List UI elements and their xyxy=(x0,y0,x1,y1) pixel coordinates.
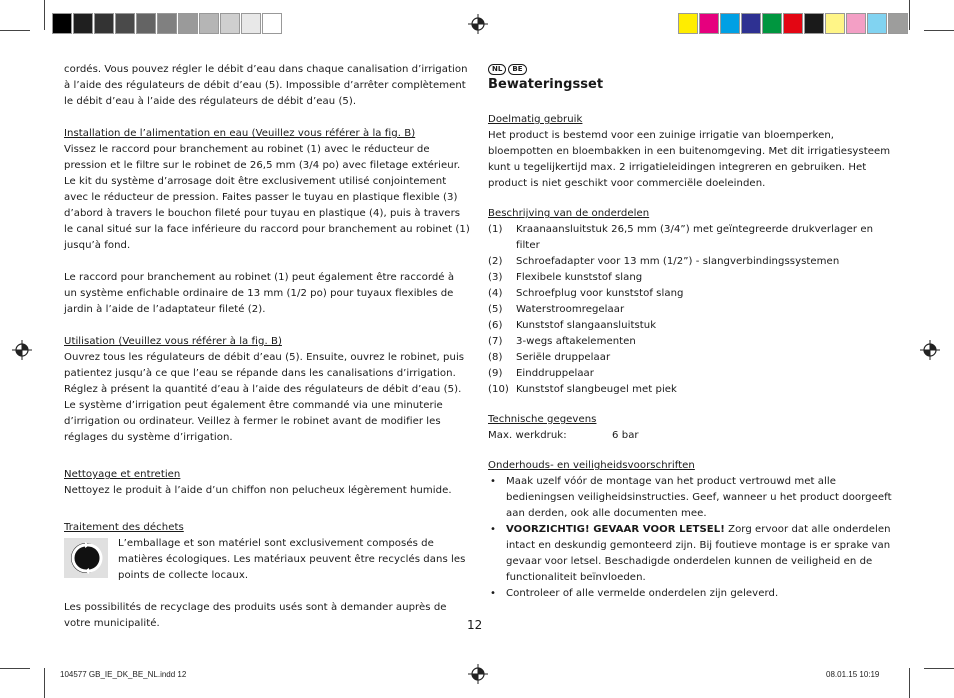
bullet: • xyxy=(490,588,497,599)
paragraph: Ouvrez tous les régulateurs de débit d’eau (5). Ensuite, ouvrez le robinet, puis patientez jusqu’à ce que l’eau se répande dans les canalisations d’irrigation. Réglez à présent la quantité d’eau à l’aide des régulateurs de débit d’eau (5). Le système d’irrigation peut également être commandé via une minuterie d’irrigation ou ordinateur. Veillez à fermer le robinet avant de modifier les réglages du système d’irrigation. xyxy=(64,352,465,443)
color-swatch xyxy=(115,13,135,34)
part-description: Seriële druppelaar xyxy=(516,352,611,363)
color-swatch xyxy=(678,13,698,34)
parts-list-item xyxy=(488,270,894,286)
part-description: Waterstroomregelaar xyxy=(516,304,625,315)
crop-mark xyxy=(44,668,45,698)
section-heading: Traitement des déchets xyxy=(64,522,184,533)
section-heading: Doelmatig gebruik xyxy=(488,114,583,125)
list-item xyxy=(488,586,894,602)
paragraph: Le raccord pour branchement au robinet (1) peut également être raccordé à un système enfichable ordinaire de 13 mm (1/2 po) pour tuyaux flexibles de jardin à l’aide de l’adaptateur fileté (2). xyxy=(64,272,455,315)
part-description: Kunststof slangaansluitstuk xyxy=(516,320,657,331)
tech-value: 6 bar xyxy=(612,430,639,441)
list-item xyxy=(488,474,894,522)
part-description: Schroefplug voor kunststof slang xyxy=(516,288,684,299)
registration-mark-icon xyxy=(12,340,32,360)
tech-label: Max. werkdruk: xyxy=(488,430,567,441)
right-column xyxy=(488,62,894,602)
bullet: • xyxy=(490,524,497,535)
color-swatch xyxy=(762,13,782,34)
registration-mark-icon xyxy=(468,664,488,684)
part-description: Einddruppelaar xyxy=(516,368,594,379)
part-number: (3) xyxy=(488,272,503,283)
color-swatch xyxy=(178,13,198,34)
bullet-text: Controleer of alle vermelde onderdelen zijn geleverd. xyxy=(506,588,779,599)
color-swatch xyxy=(199,13,219,34)
crop-mark xyxy=(909,668,910,698)
color-swatch xyxy=(262,13,282,34)
page-number: 12 xyxy=(467,618,483,632)
language-badge-be: BE xyxy=(508,64,526,75)
part-description: Kunststof slangbeugel met piek xyxy=(516,384,677,395)
color-swatch xyxy=(136,13,156,34)
bullet-text: Maak uzelf vóór de montage van het product vertrouwd met alle bedieningsen veiligheidsinstructies. Geef, wanneer u het product doorgeeft aan derden, ook alle documenten mee. xyxy=(506,476,892,519)
section-heading: Nettoyage et entretien xyxy=(64,469,181,480)
part-number: (7) xyxy=(488,336,503,347)
parts-list-item xyxy=(488,302,894,318)
color-swatch xyxy=(157,13,177,34)
parts-list-item xyxy=(488,334,894,350)
part-number: (4) xyxy=(488,288,503,299)
page-title: Bewateringsset xyxy=(488,77,604,92)
section-heading: Utilisation (Veuillez vous référer à la fig. B) xyxy=(64,336,282,347)
warning-text: VOORZICHTIG! GEVAAR VOOR LETSEL! xyxy=(506,524,725,535)
color-swatch xyxy=(52,13,72,34)
section-heading: Technische gegevens xyxy=(488,414,597,425)
color-swatch xyxy=(741,13,761,34)
parts-list-item xyxy=(488,254,894,270)
green-dot-recycling-icon xyxy=(64,538,108,578)
parts-list-item xyxy=(488,366,894,382)
crop-mark xyxy=(0,30,30,31)
crop-mark xyxy=(924,668,954,669)
part-number: (5) xyxy=(488,304,503,315)
part-number: (6) xyxy=(488,320,503,331)
parts-list xyxy=(488,222,894,398)
part-description: Flexibele kunststof slang xyxy=(516,272,643,283)
part-number: (1) xyxy=(488,224,503,235)
part-number: (2) xyxy=(488,256,503,267)
tech-row xyxy=(488,428,894,444)
crop-mark xyxy=(0,668,30,669)
color-swatch xyxy=(94,13,114,34)
paragraph: L’emballage et son matériel sont exclusivement composés de matières écologiques. Les matériaux peuvent être recyclés dans les points de collecte locaux. xyxy=(118,538,466,581)
section-heading: Onderhouds- en veiligheidsvoorschriften xyxy=(488,460,695,471)
color-swatch xyxy=(888,13,908,34)
registration-mark-icon xyxy=(920,340,940,360)
section-heading: Beschrijving van de onderdelen xyxy=(488,208,650,219)
part-number: (9) xyxy=(488,368,503,379)
paragraph: Nettoyez le produit à l’aide d’un chiffon non pelucheux légèrement humide. xyxy=(64,485,452,496)
parts-list-item xyxy=(488,382,894,398)
color-swatch xyxy=(804,13,824,34)
paragraph: cordés. Vous pouvez régler le débit d’eau dans chaque canalisation d’irrigation à l’aide des régulateurs de débit d’eau (5). Impossible d’arrêter complètement le débit d’eau à l’aide des régulateurs de débit d’eau (5). xyxy=(64,64,468,107)
footer-right: 08.01.15 10:19 xyxy=(826,670,880,679)
paragraph: Les possibilités de recyclage des produits usés sont à demander auprès de votre municipalité. xyxy=(64,602,447,629)
crop-mark xyxy=(44,0,45,30)
language-badge-nl: NL xyxy=(488,64,506,75)
part-number: (8) xyxy=(488,352,503,363)
part-number: (10) xyxy=(488,384,509,395)
color-swatch xyxy=(220,13,240,34)
registration-mark-icon xyxy=(468,14,488,34)
crop-mark xyxy=(909,0,910,30)
paragraph: Vissez le raccord pour branchement au robinet (1) avec le réducteur de pression et le filtre sur le robinet de 26,5 mm (3/4 po) avec filetage extérieur. Le kit du système d’arrosage doit être exclusivement utilisé conjointement avec le réducteur de pression. Faites passer le tuyau en plastique flexible (3) d’abord à travers le bouchon fileté pour tuyau en plastique (4), puis à travers le canal situé sur la face inférieure du raccord pour branchement au robinet (1) jusqu’à fond. xyxy=(64,144,470,251)
color-swatch xyxy=(241,13,261,34)
section-heading: Installation de l’alimentation en eau (Veuillez vous référer à la fig. B) xyxy=(64,128,416,139)
parts-list-item xyxy=(488,222,894,254)
parts-list-item xyxy=(488,318,894,334)
color-swatch xyxy=(720,13,740,34)
part-description: Schroefadapter voor 13 mm (1/2”) - slangverbindingssystemen xyxy=(516,256,840,267)
bullet: • xyxy=(490,476,497,487)
paragraph: Het product is bestemd voor een zuinige irrigatie van bloemperken, bloempotten en bloembakken in een buitenomgeving. Met dit irrigatiesysteem kunt u tegelijkertijd max. 2 irrigatieleidingen integreren en gebruiken. Het product is niet geschikt voor commerciële doeleinden. xyxy=(488,130,891,189)
part-description: 3-wegs aftakelementen xyxy=(516,336,636,347)
disposal-block xyxy=(64,536,470,584)
color-swatch xyxy=(867,13,887,34)
part-description: Kraanaansluitstuk 26,5 mm (3/4”) met geïntegreerde drukverlager en filter xyxy=(516,224,874,251)
color-swatch xyxy=(825,13,845,34)
list-item xyxy=(488,522,894,586)
bullet-text: Zorg ervoor dat alle onderdelen intact en deskundig gemonteerd zijn. Bij foutieve montage is er sprake van gevaar voor letsel. Beschadigde onderdelen kunnen de veiligheid en de functionaliteit beïnvloeden. xyxy=(506,524,891,583)
footer-left: 104577 GB_IE_DK_BE_NL.indd 12 xyxy=(60,670,187,679)
crop-mark xyxy=(924,30,954,31)
color-swatch xyxy=(846,13,866,34)
color-swatch xyxy=(699,13,719,34)
color-swatch xyxy=(73,13,93,34)
parts-list-item xyxy=(488,286,894,302)
left-column xyxy=(64,62,470,632)
parts-list-item xyxy=(488,350,894,366)
color-swatch xyxy=(783,13,803,34)
